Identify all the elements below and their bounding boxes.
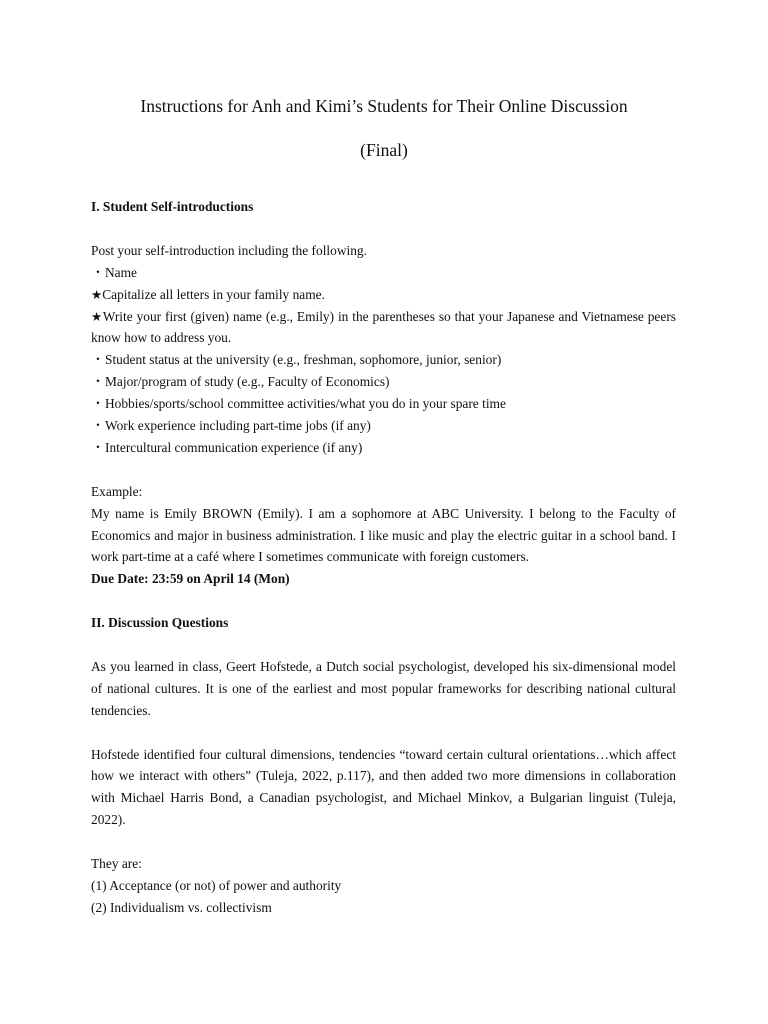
bullet-marker: ・ xyxy=(91,374,105,390)
list-item xyxy=(91,415,676,437)
bullet-marker: ・ xyxy=(91,418,105,434)
section-heading-discussion-questions: II. Discussion Questions xyxy=(91,615,229,631)
dimension-item: (1) Acceptance (or not) of power and authority xyxy=(91,878,342,893)
document-title: Instructions for Anh and Kimi’s Students for Their Online Discussion xyxy=(140,96,628,116)
star-icon: ★ xyxy=(91,286,103,302)
star-note-text: Write your first (given) name (e.g., Emily) in the parentheses so that your Japanese and Vietnamese peers know how to address you. xyxy=(91,308,676,346)
bullet-marker: ・ xyxy=(91,396,105,412)
paragraph-hofstede-intro: As you learned in class, Geert Hofstede, a Dutch social psychologist, developed his six-dimensional model of national cultures. It is one of the earliest and most popular frameworks for describing national cultural tendencies. xyxy=(91,658,676,718)
dimension-item: (2) Individualism vs. collectivism xyxy=(91,899,272,915)
list-item-label: Student status at the university (e.g., freshman, sophomore, junior, senior) xyxy=(105,352,502,368)
list-item xyxy=(91,437,676,459)
paragraph-hofstede-dimensions: Hofstede identified four cultural dimensions, tendencies “toward certain cultural orientations…which affect how we interact with others” (Tuleja, 2022, p.117), and then added two more dimensions in collaboration with Michael Harris Bond, a Canadian psychologist, and Michael Minkov, a Bulgarian linguist (Tuleja, 2022). xyxy=(91,746,676,828)
bullet-marker: ・ xyxy=(91,264,105,280)
document-body xyxy=(91,196,676,919)
star-note-capitalize xyxy=(91,284,676,306)
list-item-label: Major/program of study (e.g., Faculty of Economics) xyxy=(105,374,390,390)
list-item xyxy=(91,393,676,415)
list-item-label: Intercultural communication experience (if any) xyxy=(105,439,363,455)
list-item xyxy=(91,371,676,393)
star-note-first-name xyxy=(91,306,676,350)
bullet-marker: ・ xyxy=(91,352,105,368)
example-label: Example: xyxy=(91,483,143,499)
due-date: Due Date: 23:59 on April 14 (Mon) xyxy=(91,571,290,587)
list-item-label: Hobbies/sports/school committee activities/what you do in your spare time xyxy=(105,396,506,412)
list-item-name xyxy=(91,262,676,284)
document-subtitle: (Final) xyxy=(360,140,408,160)
section-heading-self-introductions: I. Student Self-introductions xyxy=(91,199,254,214)
list-item-label: Work experience including part-time jobs (if any) xyxy=(105,418,371,434)
list-item xyxy=(91,349,676,371)
star-note-text: Capitalize all letters in your family name. xyxy=(102,286,325,302)
example-text: My name is Emily BROWN (Emily). I am a sophomore at ABC University. I belong to the Faculty of Economics and major in business administration. I like music and play the electric guitar in a school band. I work part-time at a café where I sometimes communicate with foreign customers. xyxy=(91,505,676,565)
star-icon: ★ xyxy=(91,308,103,324)
intro-text: Post your self-introduction including the following. xyxy=(91,242,367,258)
list-item-label: Name xyxy=(105,264,137,280)
they-are-label: They are: xyxy=(91,856,142,872)
bullet-marker: ・ xyxy=(91,439,105,455)
